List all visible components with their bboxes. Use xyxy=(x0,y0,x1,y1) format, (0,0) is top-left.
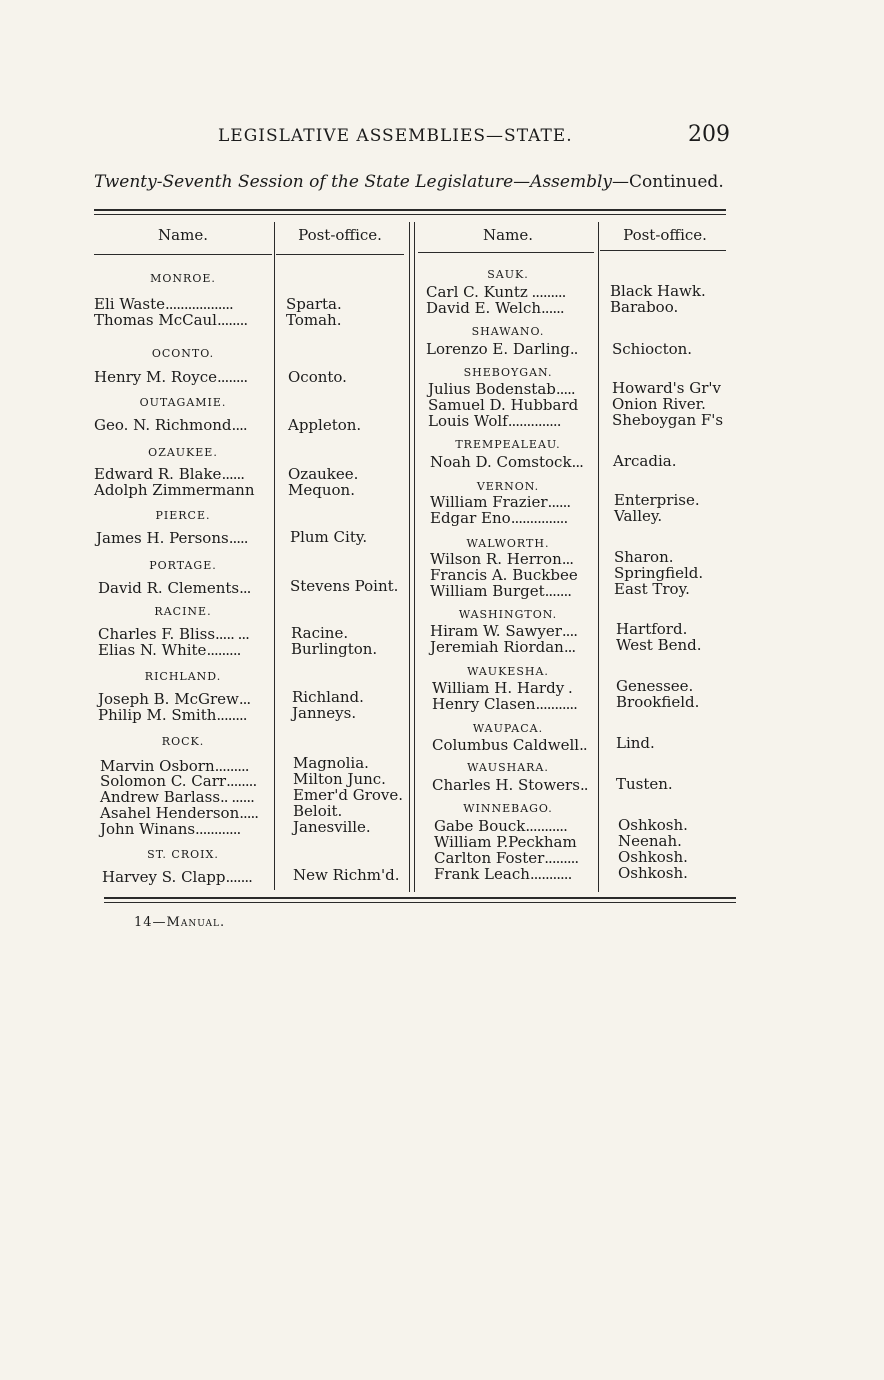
divider-left-name xyxy=(274,222,275,890)
member-name: Noah D. Comstock... xyxy=(430,453,583,471)
member-name: Elias N. White......... xyxy=(98,641,241,659)
member-name: Wilson R. Herron... xyxy=(430,550,574,568)
member-post-office: Ozaukee. xyxy=(288,465,359,483)
member-post-office: Genessee. xyxy=(616,677,694,695)
member-post-office: Sheboygan F's xyxy=(612,411,724,429)
member-post-office: Appleton. xyxy=(288,416,362,434)
county-heading: RICHLAND. xyxy=(144,670,222,683)
member-post-office: Sharon. xyxy=(614,548,674,566)
member-post-office: Arcadia. xyxy=(613,452,677,470)
header-rule-left-post xyxy=(276,254,404,255)
divider-right-name xyxy=(598,222,599,892)
member-name: Edgar Eno............... xyxy=(430,509,568,527)
member-post-office: Stevens Point. xyxy=(290,577,399,595)
member-post-office: Tusten. xyxy=(616,775,673,793)
county-heading: WAUPACA. xyxy=(472,722,544,735)
right-post-header: Post-office. xyxy=(623,226,707,244)
member-name: David R. Clements... xyxy=(98,579,251,597)
page-number: 209 xyxy=(688,122,730,147)
top-rule-1 xyxy=(94,209,726,211)
member-post-office: West Bend. xyxy=(616,636,702,654)
county-heading: WAUSHARA. xyxy=(467,761,549,774)
member-name: Frank Leach........... xyxy=(434,865,572,883)
county-heading: PORTAGE. xyxy=(149,559,217,572)
county-heading: OCONTO. xyxy=(151,347,215,360)
county-heading: RACINE. xyxy=(154,605,212,618)
member-name: Thomas McCaul........ xyxy=(94,311,248,329)
member-post-office: Tomah. xyxy=(286,311,342,329)
member-name: Philip M. Smith........ xyxy=(98,706,247,724)
divider-center-2 xyxy=(414,222,415,892)
right-name-header: Name. xyxy=(483,226,533,244)
member-post-office: Lind. xyxy=(616,734,655,752)
member-post-office: Brookfield. xyxy=(616,693,700,711)
member-post-office: Baraboo. xyxy=(610,298,679,316)
table-caption-continued: —Continued. xyxy=(612,172,724,192)
member-post-office: Hartford. xyxy=(616,620,688,638)
running-head xyxy=(0,122,884,152)
county-heading: VERNON. xyxy=(476,480,540,493)
member-name: Jeremiah Riordan... xyxy=(430,638,576,656)
member-post-office: Beloit. xyxy=(293,802,343,820)
member-name: Harvey S. Clapp....... xyxy=(102,868,252,886)
member-post-office: Plum City. xyxy=(290,528,368,546)
signature-number: 14 xyxy=(134,915,153,930)
county-heading: SAUK. xyxy=(487,268,529,281)
member-post-office: Enterprise. xyxy=(614,491,700,509)
member-post-office: Sparta. xyxy=(286,295,342,313)
county-heading: MONROE. xyxy=(150,272,216,285)
county-heading: SHEBOYGAN. xyxy=(463,366,553,379)
member-name: Columbus Caldwell.. xyxy=(432,736,587,754)
member-name: Francis A. Buckbee xyxy=(430,566,578,584)
member-post-office: Magnolia. xyxy=(293,754,369,772)
member-name: Carl C. Kuntz ......... xyxy=(426,283,566,301)
header-rule-right xyxy=(418,252,594,253)
bottom-rule-1 xyxy=(104,897,736,899)
county-heading: PIERCE. xyxy=(155,509,211,522)
member-name: Henry M. Royce........ xyxy=(94,368,248,386)
member-post-office: Mequon. xyxy=(288,481,355,499)
county-heading: OZAUKEE. xyxy=(148,446,218,459)
member-post-office: Springfield. xyxy=(614,564,704,582)
member-name: Geo. N. Richmond.... xyxy=(94,416,247,434)
member-post-office: East Troy. xyxy=(614,580,690,598)
member-post-office: Richland. xyxy=(292,688,364,706)
left-name-header: Name. xyxy=(158,226,208,244)
member-name: Samuel D. Hubbard xyxy=(428,396,579,414)
member-post-office: Milton Junc. xyxy=(293,770,386,788)
member-name: Hiram W. Sawyer.... xyxy=(430,622,577,640)
member-post-office: Schiocton. xyxy=(612,340,693,358)
header-rule-right-post xyxy=(600,250,726,251)
member-post-office: Burlington. xyxy=(291,640,378,658)
member-post-office: Oshkosh. xyxy=(618,816,688,834)
member-name: James H. Persons..... xyxy=(96,529,248,547)
member-name: David E. Welch...... xyxy=(426,299,564,317)
header-rule-left xyxy=(94,254,272,255)
member-name: Julius Bodenstab..... xyxy=(428,380,575,398)
member-name: William P.Peckham xyxy=(434,833,577,851)
member-post-office: Racine. xyxy=(291,624,349,642)
member-post-office: Janneys. xyxy=(292,704,357,722)
member-name: William H. Hardy . xyxy=(432,679,572,697)
running-title: LEGISLATIVE ASSEMBLIES—STATE. xyxy=(218,126,573,146)
signature-word: —Manual. xyxy=(152,915,226,930)
member-post-office: Onion River. xyxy=(612,395,706,413)
table-caption xyxy=(94,172,724,192)
county-heading: ROCK. xyxy=(161,735,205,748)
member-name: Charles F. Bliss..... ... xyxy=(98,625,249,643)
member-name: Andrew Barlass.. ...... xyxy=(100,788,254,806)
member-post-office: Oconto. xyxy=(288,368,347,386)
member-name: Eli Waste.................. xyxy=(94,295,233,313)
member-post-office: Janesville. xyxy=(293,818,371,836)
member-name: Charles H. Stowers.. xyxy=(432,776,588,794)
member-name: Adolph Zimmermann xyxy=(94,481,255,499)
county-heading: WASHINGTON. xyxy=(458,608,558,621)
bottom-rule-2 xyxy=(104,902,736,903)
table-caption-italic: Twenty-Seventh Session of the State Legislature—Assembly xyxy=(94,172,613,192)
county-heading: TREMPEALEAU. xyxy=(455,438,561,451)
top-rule-2 xyxy=(94,214,726,215)
member-name: Asahel Henderson..... xyxy=(100,804,259,822)
county-heading: ST. CROIX. xyxy=(147,848,219,861)
signature-mark xyxy=(134,915,225,930)
member-name: William Frazier...... xyxy=(430,493,571,511)
member-name: Lorenzo E. Darling.. xyxy=(426,340,578,358)
member-post-office: Howard's Gr'v xyxy=(612,379,722,397)
left-post-header: Post-office. xyxy=(298,226,382,244)
county-heading: OUTAGAMIE. xyxy=(139,396,227,409)
member-post-office: New Richm'd. xyxy=(293,866,400,884)
member-name: John Winans............ xyxy=(100,820,241,838)
member-name: Louis Wolf.............. xyxy=(428,412,561,430)
member-post-office: Emer'd Grove. xyxy=(293,786,404,804)
county-heading: SHAWANO. xyxy=(471,325,545,338)
county-heading: WALWORTH. xyxy=(466,537,550,550)
member-name: Henry Clasen........... xyxy=(432,695,577,713)
member-name: Marvin Osborn......... xyxy=(100,757,249,775)
member-post-office: Neenah. xyxy=(618,832,682,850)
member-post-office: Oshkosh. xyxy=(618,864,688,882)
member-name: Edward R. Blake...... xyxy=(94,465,245,483)
member-post-office: Black Hawk. xyxy=(610,282,706,300)
member-post-office: Oshkosh. xyxy=(618,848,688,866)
member-name: Solomon C. Carr........ xyxy=(100,772,257,790)
member-name: Joseph B. McGrew... xyxy=(98,690,251,708)
member-name: Gabe Bouck........... xyxy=(434,817,567,835)
divider-center-1 xyxy=(409,222,410,892)
member-post-office: Valley. xyxy=(614,507,663,525)
county-heading: WAUKESHA. xyxy=(467,665,549,678)
member-name: Carlton Foster......... xyxy=(434,849,579,867)
county-heading: WINNEBAGO. xyxy=(463,802,553,815)
member-name: William Burget....... xyxy=(430,582,572,600)
